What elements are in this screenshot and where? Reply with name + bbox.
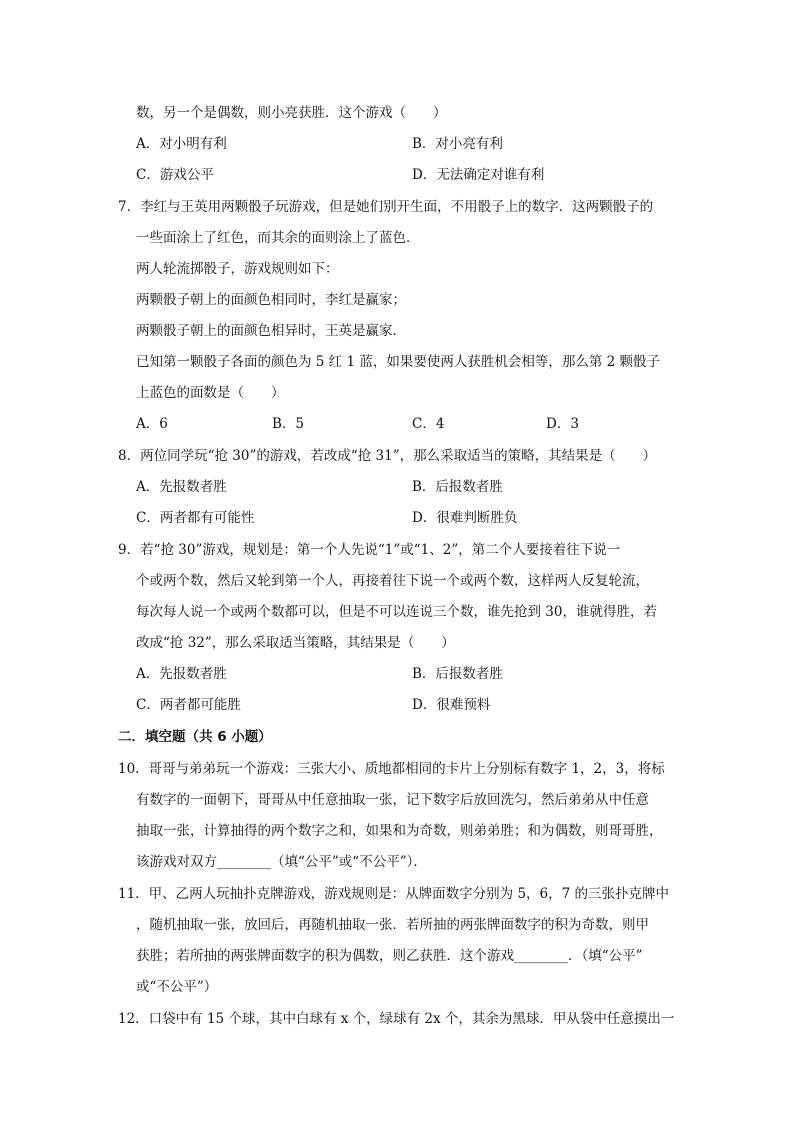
q9-stem-line-1: 9．若“抢 30”游戏，规划是：第一个人先说“1”或“1、2”，第二个人要接着往下说一: [118, 542, 621, 558]
q7-stem-line-4: 两颗骰子朝上的面颜色相同时，李红是赢家；: [136, 292, 406, 308]
q11-stem-line-3: 获胜；若所抽的两张牌面数字的积为偶数，则乙获胜．这个游戏________．（填“公平”: [136, 948, 643, 964]
q9-option-b: B．后报数者胜: [412, 666, 503, 682]
q10-stem-line-1: 10．哥哥与弟弟玩一个游戏：三张大小、质地都相同的卡片上分别标有数字 1，2，3，将标: [118, 761, 665, 777]
q7-stem-line-6: 已知第一颗骰子各面的颜色为 5 红 1 蓝，如果要使两人获胜机会相等，那么第 2 颗骰子: [136, 354, 661, 370]
q7-option-a: A．6: [136, 416, 168, 432]
q10-stem-line-4: 该游戏对双方________（填“公平”或“不公平”）．: [136, 854, 427, 870]
q8-option-d: D．很难判断胜负: [412, 510, 518, 526]
q6-stem-continuation: 数，另一个是偶数，则小亮获胜．这个游戏（ ）: [136, 105, 447, 121]
q9-option-c: C．两者都可能胜: [136, 697, 241, 713]
q9-stem-line-4: 改成“抢 32”，那么采取适当策略，其结果是（ ）: [136, 635, 455, 651]
q11-stem-line-4: 或“不公平”）: [136, 979, 218, 995]
q8-option-b: B．后报数者胜: [412, 479, 503, 495]
q7-option-c: C．4: [412, 416, 445, 432]
q11-stem-line-2: ，随机抽取一张，放回后，再随机抽取一张．若所抽的两张牌面数字的积为奇数，则甲: [136, 917, 649, 933]
section-heading-fill-in: 二．填空题（共 6 小题）: [118, 729, 272, 745]
q12-stem-line-1: 12．口袋中有 15 个球，其中白球有 x 个，绿球有 2x 个，其余为黑球．甲从袋中任意摸出一: [118, 1011, 675, 1027]
q8-option-c: C．两者都有可能性: [136, 510, 255, 526]
q8-option-a: A．先报数者胜: [136, 479, 227, 495]
q6-option-b: B．对小亮有利: [412, 136, 503, 152]
q6-option-d: D．无法确定对谁有利: [412, 167, 545, 183]
q9-stem-line-3: 每次每人说一个或两个数都可以，但是不可以连说三个数，谁先抢到 30，谁就得胜，若: [136, 604, 657, 620]
q8-stem: 8．两位同学玩“抢 30”的游戏，若改成“抢 31”，那么采取适当的策略，其结果是（ ）: [118, 448, 657, 464]
q9-option-a: A．先报数者胜: [136, 666, 227, 682]
q9-stem-line-2: 个或两个数，然后又轮到第一个人，再接着往下说一个或两个数，这样两人反复轮流，: [136, 573, 649, 589]
q7-stem-line-7: 上蓝色的面数是（ ）: [136, 385, 285, 401]
q7-stem-line-3: 两人轮流掷骰子，游戏规则如下：: [136, 261, 339, 277]
q7-option-b: B．5: [272, 416, 305, 432]
q7-stem-line-2: 一些面涂上了红色，而其余的面则涂上了蓝色．: [136, 230, 420, 246]
q7-option-d: D．3: [546, 416, 579, 432]
q9-option-d: D．很难预料: [412, 697, 491, 713]
q7-stem-line-1: 7．李红与王英用两颗骰子玩游戏，但是她们别开生面，不用骰子上的数字．这两颗骰子的: [118, 199, 654, 215]
q10-stem-line-3: 抽取一张，计算抽得的两个数字之和，如果和为奇数，则弟弟胜；和为偶数，则哥哥胜，: [136, 823, 663, 839]
q10-stem-line-2: 有数字的一面朝下，哥哥从中任意抽取一张，记下数字后放回洗匀，然后弟弟从中任意: [136, 792, 649, 808]
q6-option-a: A．对小明有利: [136, 136, 227, 152]
q11-stem-line-1: 11．甲、乙两人玩抽扑克牌游戏，游戏规则是：从牌面数字分别为 5，6，7 的三张扑克牌中: [118, 886, 670, 902]
q6-option-c: C．游戏公平: [136, 167, 214, 183]
q7-stem-line-5: 两颗骰子朝上的面颜色相异时，王英是赢家．: [136, 323, 406, 339]
